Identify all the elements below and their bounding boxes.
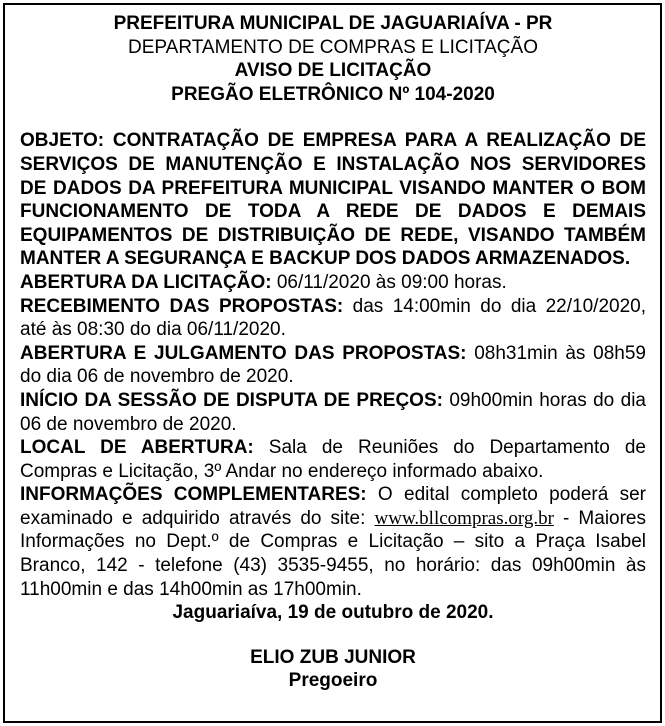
signature-block bbox=[20, 646, 646, 693]
notice-title: AVISO DE LICITAÇÃO bbox=[234, 60, 432, 82]
notice-header bbox=[20, 12, 646, 106]
julgamento-text: 08h31min às 08h59 do dia 06 de novembro de 2020. bbox=[20, 342, 646, 388]
informacoes-label: INFORMAÇÕES COMPLEMENTARES: bbox=[20, 484, 367, 506]
objeto-text: CONTRATAÇÃO DE EMPRESA PARA A REALIZAÇÃO DE SERVIÇOS DE MANUTENÇÃO E INSTALAÇÃO NOS SERVIDORES DE DADOS DA PREFEITURA MUNICIPAL VISANDO MANTER O BOM FUNCIONAMENTO DE TODA A REDE DE DADOS E DEMAIS EQUIPAMENTOS DE DISTRIBUIÇÃO DE REDE, VISANDO TAMBÉM MANTER A SEGURANÇA E BACKUP DOS DADOS ARMAZENADOS. bbox=[20, 130, 646, 270]
paragraph-local-abertura bbox=[20, 436, 646, 483]
abertura-label: ABERTURA DA LICITAÇÃO: bbox=[20, 271, 272, 293]
abertura-text: 06/11/2020 às 09:00 horas. bbox=[271, 271, 507, 293]
recebimento-text: das 14:00min do dia 22/10/2020, até às 08:30 do dia 06/11/2020. bbox=[20, 295, 646, 341]
auction-number: PREGÃO ELETRÔNICO Nº 104-2020 bbox=[171, 83, 495, 105]
inicio-sessao-text: 09h00min horas do dia 06 de novembro de 2020. bbox=[20, 389, 646, 435]
local-label: LOCAL DE ABERTURA: bbox=[20, 437, 254, 459]
notice-border-frame bbox=[3, 3, 662, 723]
paragraph-objeto bbox=[20, 129, 646, 271]
date-line: Jaguariaíva, 19 de outubro de 2020. bbox=[172, 602, 494, 624]
informacoes-text-after-link: - Maiores Informações no Dept.º de Compras e Licitação – sito a Praça Isabel Branco, 142 - telefone (43) 3535-9455, no horário: das 09h00min às 11h00min e das 14h00min as 17h00min. bbox=[20, 507, 646, 600]
paragraph-julgamento-propostas bbox=[20, 342, 646, 389]
inicio-sessao-label: INÍCIO DA SESSÃO DE DISPUTA DE PREÇOS: bbox=[20, 389, 443, 411]
informacoes-text-before-link: O edital completo poderá ser examinado e adquirido através do site: bbox=[20, 484, 647, 529]
signature-name: ELIO ZUB JUNIOR bbox=[250, 646, 416, 668]
recebimento-label: RECEBIMENTO DAS PROPOSTAS: bbox=[20, 295, 344, 317]
paragraph-inicio-sessao bbox=[20, 389, 646, 436]
bllcompras-site-link[interactable]: www.bllcompras.org.br bbox=[374, 507, 554, 529]
paragraph-recebimento-propostas bbox=[20, 295, 646, 342]
signature-title: Pregoeiro bbox=[288, 670, 378, 692]
notice-body bbox=[20, 129, 646, 693]
department-name: DEPARTAMENTO DE COMPRAS E LICITAÇÃO bbox=[128, 36, 538, 58]
paragraph-abertura-licitacao bbox=[20, 271, 646, 295]
municipality-name: PREFEITURA MUNICIPAL DE JAGUARIAÍVA - PR bbox=[113, 13, 553, 34]
paragraph-informacoes-complementares bbox=[20, 483, 646, 601]
julgamento-label: ABERTURA E JULGAMENTO DAS PROPOSTAS: bbox=[20, 342, 467, 364]
local-text: Sala de Reuniões do Departamento de Compras e Licitação, 3º Andar no endereço informado abaixo. bbox=[20, 437, 646, 482]
objeto-label: OBJETO: bbox=[20, 130, 105, 152]
